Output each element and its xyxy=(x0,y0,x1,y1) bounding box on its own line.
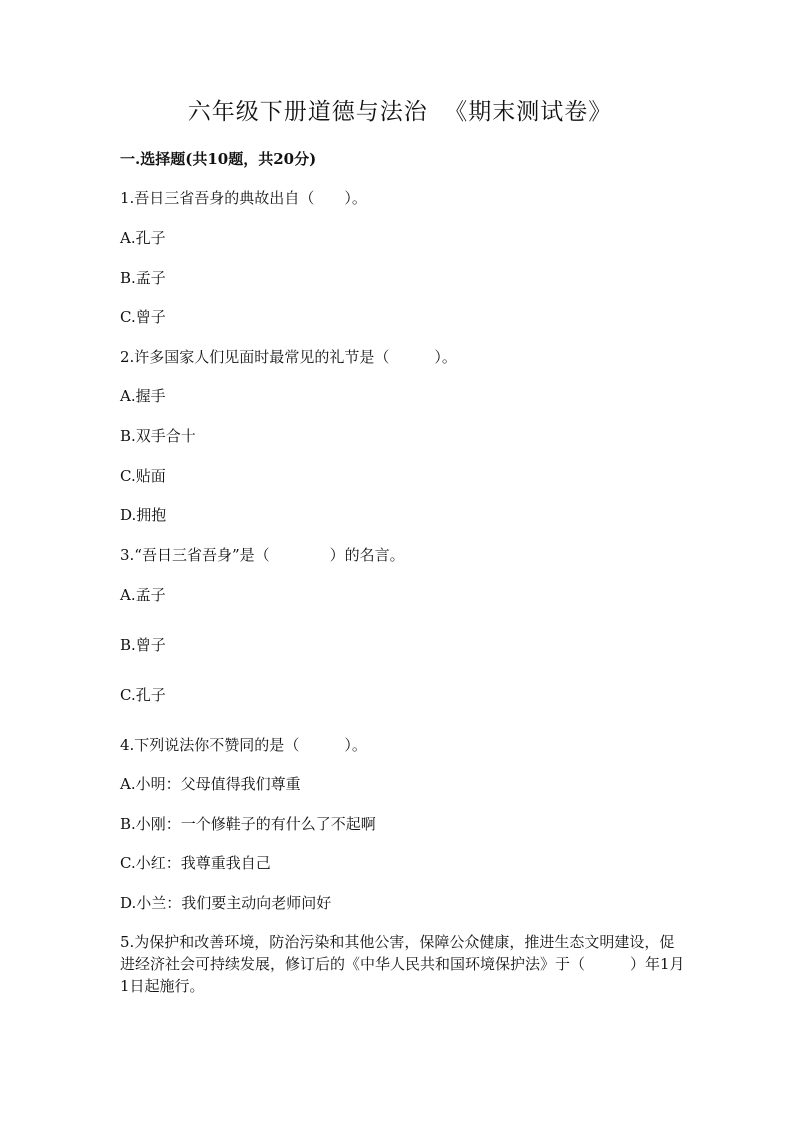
question-stem: 1.吾日三省吾身的典故出自（ ）。 xyxy=(120,189,367,207)
answer-option: D.小兰：我们要主动向老师问好 xyxy=(120,894,332,912)
answer-option: A.小明：父母值得我们尊重 xyxy=(120,775,301,793)
answer-option: B.双手合十 xyxy=(120,427,196,445)
answer-option: C.贴面 xyxy=(120,467,166,485)
answer-option: A.握手 xyxy=(120,387,166,405)
section-heading: 一.选择题(共10题，共20分) xyxy=(120,150,317,168)
answer-option: A.孔子 xyxy=(120,229,166,247)
answer-option: C.孔子 xyxy=(120,686,166,704)
answer-option: B.小刚：一个修鞋子的有什么了不起啊 xyxy=(120,815,376,833)
answer-option: C.小红：我尊重我自己 xyxy=(120,854,271,872)
answer-option: B.孟子 xyxy=(120,269,166,287)
question-stem: 3.“吾日三省吾身”是（ ）的名言。 xyxy=(120,546,405,564)
answer-option: A.孟子 xyxy=(120,586,166,604)
page-title: 六年级下册道德与法治 《期末测试卷》 xyxy=(187,99,613,125)
question-stem: 5.为保护和改善环境，防治污染和其他公害，保障公众健康，推进生态文明建设，促进经济社会可持续发展，修订后的《中华人民共和国环境保护法》于（ ）年1月1日起施行。 xyxy=(120,933,685,995)
question-stem: 4.下列说法你不赞同的是（ ）。 xyxy=(120,736,367,754)
question-stem: 2.许多国家人们见面时最常见的礼节是（ ）。 xyxy=(120,348,457,366)
answer-option: D.拥抱 xyxy=(120,506,167,524)
answer-option: B.曾子 xyxy=(120,636,166,654)
answer-option: C.曾子 xyxy=(120,308,166,326)
